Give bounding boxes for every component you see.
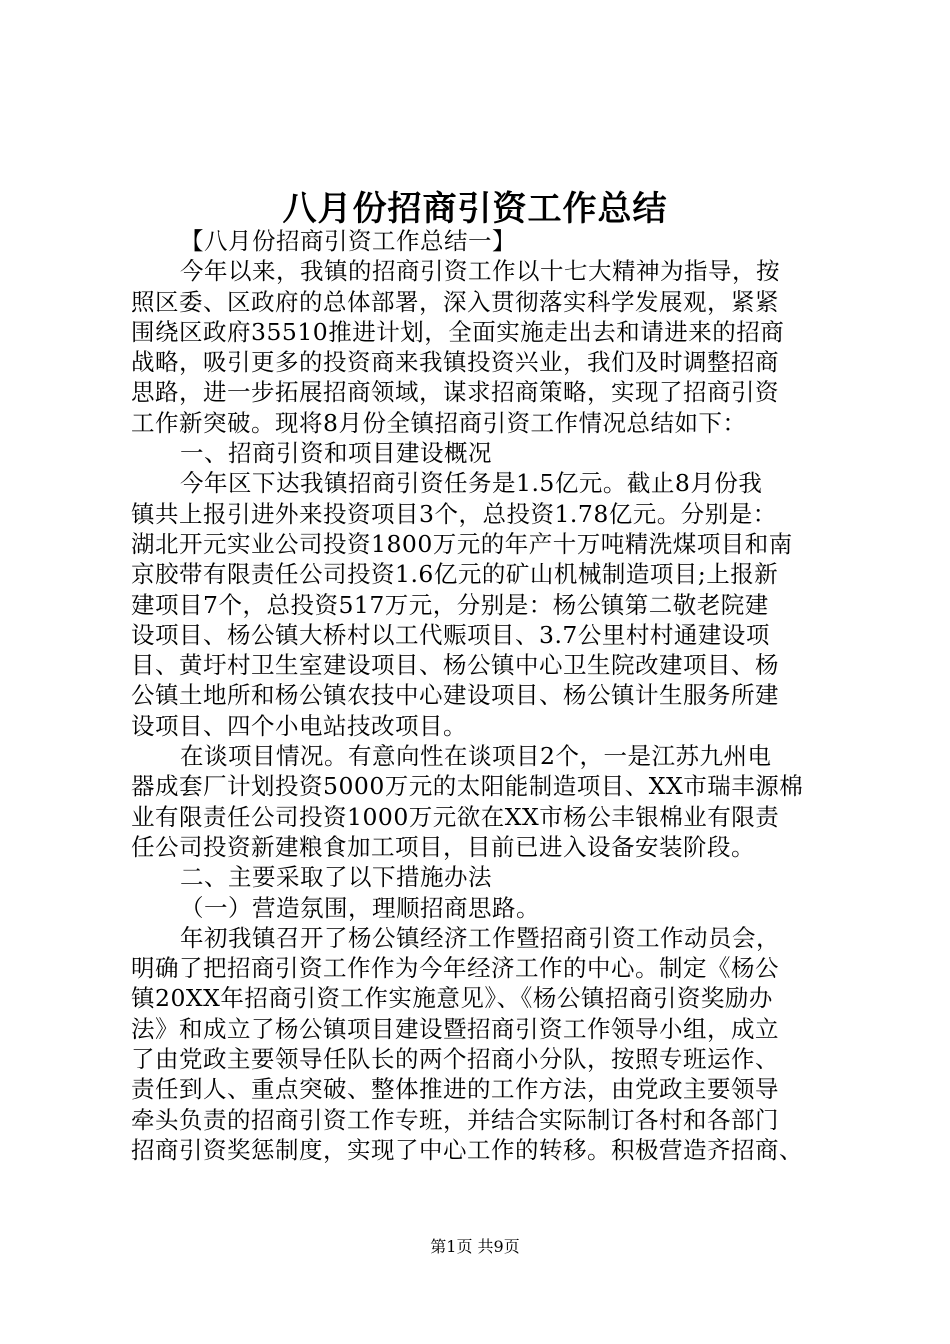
paragraph-line: 牵头负责的招商引资工作专班，并结合实际制订各村和各部门 xyxy=(131,1105,779,1134)
subsection-heading: （一）营造氛围，理顺招商思路。 xyxy=(180,893,540,922)
paragraph-line: 镇共上报引进外来投资项目3个，总投资1.78亿元。分别是： xyxy=(131,499,777,528)
paragraph-line: 设项目、杨公镇大桥村以工代赈项目、3.7公里村村通建设项 xyxy=(131,620,770,649)
paragraph-line: 今年以来，我镇的招商引资工作以十七大精神为指导，按 xyxy=(180,257,780,286)
paragraph-line: 了由党政主要领导任队长的两个招商小分队，按照专班运作、 xyxy=(131,1045,779,1074)
paragraph-line: 招商引资奖惩制度，实现了中心工作的转移。积极营造齐招商、 xyxy=(131,1135,803,1164)
paragraph-line: 工作新突破。现将8月份全镇招商引资工作情况总结如下： xyxy=(131,408,747,437)
paragraph-line: 思路，进一步拓展招商领域，谋求招商策略，实现了招商引资 xyxy=(131,378,779,407)
paragraph-line: 镇20XX年招商引资工作实施意见》、《杨公镇招商引资奖励办 xyxy=(131,984,773,1013)
paragraph-line: 目、黄圩村卫生室建设项目、杨公镇中心卫生院改建项目、杨 xyxy=(131,651,779,680)
section-heading: 【八月份招商引资工作总结一】 xyxy=(180,227,516,255)
section-heading: 二、主要采取了以下措施办法 xyxy=(180,863,492,892)
paragraph-line: 围绕区政府35510推进计划，全面实施走出去和请进来的招商 xyxy=(131,317,785,346)
page-number-footer: 第1页 共9页 xyxy=(430,1237,520,1256)
document-body xyxy=(131,226,831,1165)
paragraph-line: 任公司投资新建粮食加工项目，目前已进入设备安装阶段。 xyxy=(131,832,755,861)
paragraph-line: 业有限责任公司投资1000万元欲在XX市杨公丰银棉业有限责 xyxy=(131,802,780,831)
paragraph-line: 设项目、四个小电站技改项目。 xyxy=(131,711,467,740)
paragraph-line: 京胶带有限责任公司投资1.6亿元的矿山机械制造项目;上报新 xyxy=(131,560,779,589)
paragraph-line: 公镇土地所和杨公镇农技中心建设项目、杨公镇计生服务所建 xyxy=(131,681,779,710)
paragraph-line: 责任到人、重点突破、整体推进的工作方法，由党政主要领导 xyxy=(131,1075,779,1104)
paragraph-line: 法》和成立了杨公镇项目建设暨招商引资工作领导小组，成立 xyxy=(131,1014,779,1043)
paragraph-line: 在谈项目情况。有意向性在谈项目2个，一是江苏九州电 xyxy=(180,742,772,771)
document-title: 八月份招商引资工作总结 xyxy=(282,189,668,229)
paragraph-line: 器成套厂计划投资5000万元的太阳能制造项目、XX市瑞丰源棉 xyxy=(131,772,804,801)
paragraph-line: 建项目7个，总投资517万元，分别是：杨公镇第二敬老院建 xyxy=(131,590,769,619)
paragraph-line: 年初我镇召开了杨公镇经济工作暨招商引资工作动员会， xyxy=(180,923,780,952)
paragraph-line: 照区委、区政府的总体部署，深入贯彻落实科学发展观，紧紧 xyxy=(131,287,779,316)
paragraph-line: 今年区下达我镇招商引资任务是1.5亿元。截止8月份我 xyxy=(180,469,763,498)
paragraph-line: 湖北开元实业公司投资1800万元的年产十万吨精洗煤项目和南 xyxy=(131,529,793,558)
paragraph-line: 明确了把招商引资工作作为今年经济工作的中心。制定《杨公 xyxy=(131,954,779,983)
paragraph-line: 战略，吸引更多的投资商来我镇投资兴业，我们及时调整招商 xyxy=(131,348,779,377)
section-heading: 一、招商引资和项目建设概况 xyxy=(180,439,492,468)
